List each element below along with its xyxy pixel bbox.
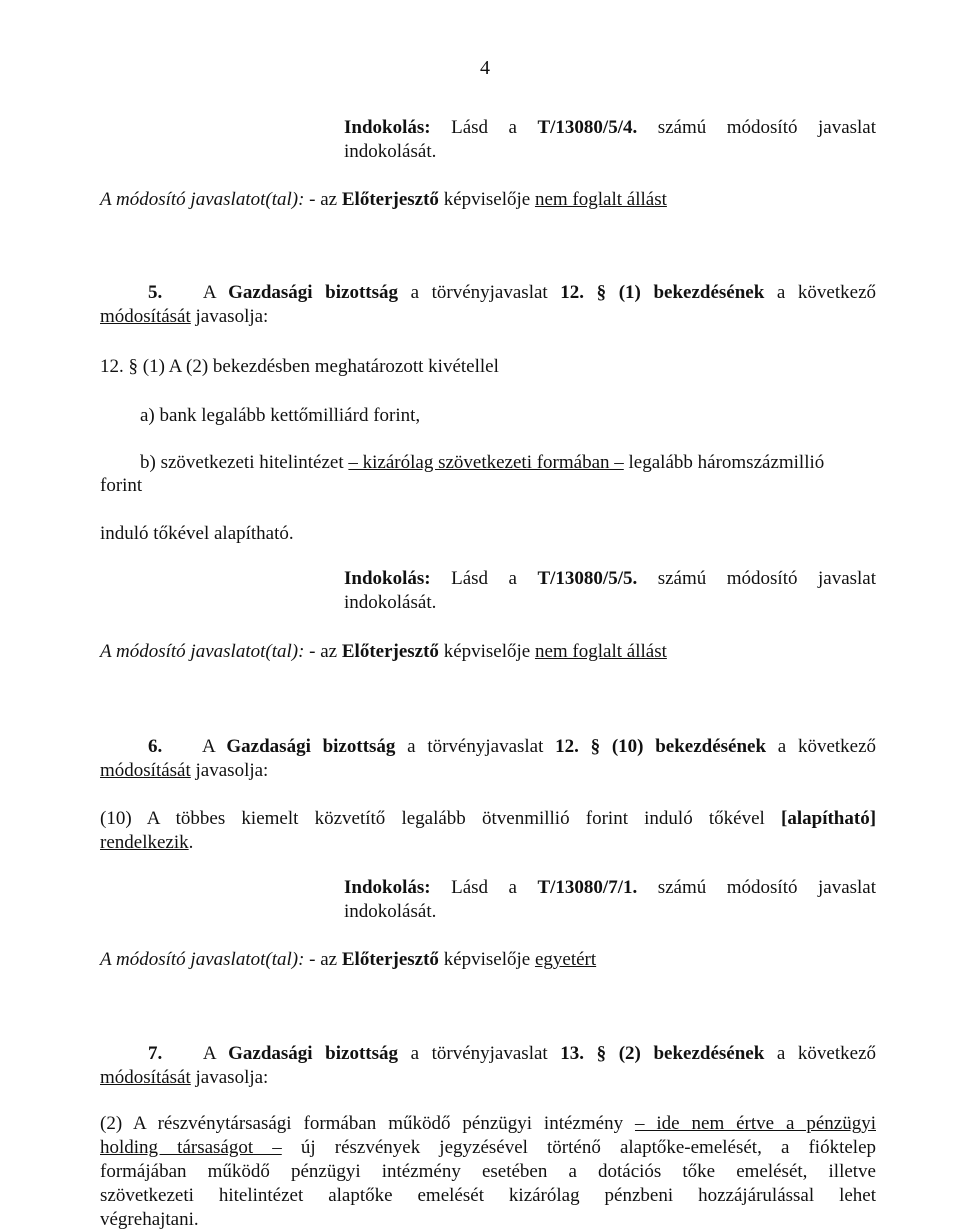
opinion-line-5 <box>100 640 667 664</box>
point-b-end: legalább háromszázmillió <box>623 452 825 473</box>
opinion-label: A módosító javaslatot(tal): <box>100 949 305 970</box>
opinion-line-6 <box>100 948 596 972</box>
amendment-6-end: . <box>188 832 194 853</box>
amendment-5-closing: induló tőkével alapítható. <box>100 523 294 544</box>
heading-prefix: A <box>201 736 215 757</box>
opinion-value: nem foglalt állást <box>534 189 667 210</box>
amendment-7-line1 <box>100 1112 876 1136</box>
opinion-value: nem foglalt állást <box>534 641 667 662</box>
heading-proposes: javasolja: <box>190 1067 269 1088</box>
opinion-value: egyetért <box>534 949 597 970</box>
heading-mid: a törvényjavaslat <box>407 736 544 757</box>
heading-line <box>100 281 876 305</box>
amendment-5-point-b-line2: forint <box>100 475 143 496</box>
amendment-7-line2 <box>100 1136 876 1160</box>
amendment-7-line4: szövetkezeti hitelintézet alaptőke emelését kizárólag pénzbeni hozzájárulással lehet <box>100 1185 876 1206</box>
heading-proposes: javasolja: <box>190 760 269 781</box>
opinion-label: A módosító javaslatot(tal): <box>100 189 305 210</box>
heading-line <box>100 735 876 759</box>
opinion-label: A módosító javaslatot(tal): <box>100 641 305 662</box>
heading-mid: a törvényjavaslat <box>410 282 548 303</box>
indoklas-line-2: indokolását. <box>344 901 437 922</box>
amendment-6-inserted: rendelkezik <box>100 832 189 853</box>
indoklas-lasd: Lásd a <box>451 117 517 138</box>
indoklas-label: Indokolás: <box>344 877 431 898</box>
line1-insert: – ide nem értve a pénzügyi <box>634 1113 876 1134</box>
indoklas-line <box>344 876 876 900</box>
amendment-7-text <box>100 1112 876 1232</box>
opinion-representative: képviselője <box>443 641 531 662</box>
opinion-submitter: Előterjesztő <box>341 189 439 210</box>
heading-following: a következő <box>776 282 877 303</box>
amendment-number: 7. <box>148 1043 163 1064</box>
opinion-submitter: Előterjesztő <box>341 949 439 970</box>
indoklas-tail: számú módosító javaslat <box>657 117 877 138</box>
indoklas-label: Indokolás: <box>344 117 431 138</box>
indoklas-lasd: Lásd a <box>451 568 517 589</box>
amendment-7-line5: végrehajtani. <box>100 1209 199 1230</box>
amendment-6-text <box>100 807 876 855</box>
amendment-number: 6. <box>148 736 163 757</box>
indoklas-reference: T/13080/5/4. <box>537 117 638 138</box>
amendment-number: 5. <box>148 282 163 303</box>
opinion-submitter: Előterjesztő <box>341 641 439 662</box>
amendment-5-heading <box>100 281 876 329</box>
line1-start: (2) A részvénytársasági formában működő pénzügyi intézmény <box>100 1113 635 1134</box>
indoklas-block-5 <box>344 567 876 615</box>
indoklas-tail: számú módosító javaslat <box>657 568 877 589</box>
opinion-representative: képviselője <box>443 949 531 970</box>
amendment-5-point-b <box>140 451 824 475</box>
indoklas-label: Indokolás: <box>344 568 431 589</box>
amendment-5-point-a: a) bank legalább kettőmilliárd forint, <box>140 405 421 426</box>
indoklas-reference: T/13080/5/5. <box>537 568 638 589</box>
amendment-6-line1 <box>100 807 876 831</box>
heading-following: a következő <box>777 736 877 757</box>
page-number: 4 <box>480 57 490 79</box>
indoklas-block-6 <box>344 876 876 924</box>
section-reference: 12. § (1) bekezdésének <box>560 282 765 303</box>
committee-name: Gazdasági bizottság <box>226 736 396 757</box>
amendment-7-heading <box>100 1042 876 1090</box>
indoklas-line <box>344 116 876 140</box>
indoklas-lasd: Lásd a <box>451 877 517 898</box>
section-reference: 12. § (10) bekezdésének <box>555 736 767 757</box>
committee-name: Gazdasági bizottság <box>228 282 398 303</box>
heading-line <box>100 1042 876 1066</box>
heading-mid: a törvényjavaslat <box>410 1043 548 1064</box>
amendment-6-main: (10) A többes kiemelt közvetítő legalább ötvenmillió forint induló tőkével <box>100 808 765 829</box>
indoklas-tail: számú módosító javaslat <box>657 877 877 898</box>
indoklas-line <box>344 567 876 591</box>
section-reference: 13. § (2) bekezdésének <box>560 1043 765 1064</box>
indoklas-block-1 <box>344 116 876 164</box>
point-b-start: b) szövetkezeti hitelintézet <box>140 452 349 473</box>
opinion-line-1 <box>100 188 667 212</box>
line2-rest: új részvények jegyzésével történő alaptőke-emelését, a fióktelep <box>281 1137 877 1158</box>
heading-modification: módosítását <box>100 1067 191 1088</box>
indoklas-line-2: indokolását. <box>344 592 437 613</box>
heading-modification: módosítását <box>100 306 191 327</box>
opinion-representative: képviselője <box>443 189 531 210</box>
committee-name: Gazdasági bizottság <box>228 1043 398 1064</box>
heading-proposes: javasolja: <box>190 306 269 327</box>
amendment-6-heading <box>100 735 876 783</box>
indoklas-reference: T/13080/7/1. <box>537 877 638 898</box>
opinion-prefix: - az <box>309 641 338 662</box>
point-b-insert: – kizárólag szövetkezeti formában – <box>348 452 624 473</box>
heading-following: a következő <box>776 1043 877 1064</box>
opinion-prefix: - az <box>309 949 338 970</box>
amendment-6-deleted: [alapítható] <box>781 808 877 829</box>
heading-prefix: A <box>202 1043 216 1064</box>
line2-insert: holding társaságot – <box>100 1137 282 1158</box>
amendment-5-text: 12. § (1) A (2) bekezdésben meghatározott kivétellel <box>100 356 499 377</box>
amendment-7-line3: formájában működő pénzügyi intézmény esetében a dotációs tőke emelését, illetve <box>100 1161 876 1182</box>
heading-prefix: A <box>202 282 216 303</box>
opinion-prefix: - az <box>309 189 338 210</box>
heading-modification: módosítását <box>100 760 191 781</box>
indoklas-line-2: indokolását. <box>344 141 437 162</box>
